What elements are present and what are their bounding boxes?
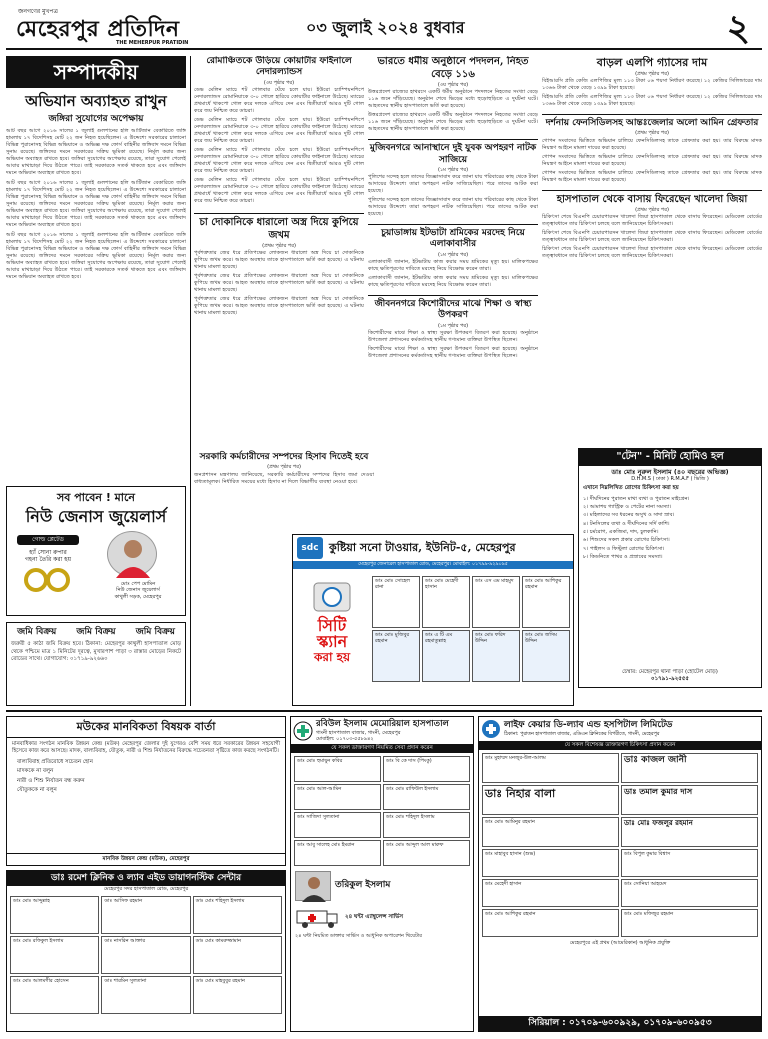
ramesh-clinic-ad: ডাঃ রমেশ ক্লিনিক ও ল্যাব এইড ডায়াগনস্টিক সেন্টার মেহেরপুর সদর হাসপাতাল রোড, মেহেরপুর ডাঃ মোঃ আব্দুল্লাহ ডাঃ আসিফ রহমান ডাঃ মোঃ শহিদুল ইসলাম ডাঃ মোঃ রফিকুল ইসলাম ডাঃ নাসরিন আক্তার ডাঃ মোঃ কামরুজ্জামান ডাঃ মোঃ আলমগীর হোসেন ডাঃ শারমিন সুলতানা ডাঃ মোঃ মাহবুবুর রহমান	[6, 870, 286, 1032]
editorial-subhead: জঙ্গিরা সুযোগের অপেক্ষায়	[48, 114, 144, 124]
editorial-banner: সম্পাদকীয়	[6, 56, 186, 88]
scanner-icon	[312, 575, 352, 615]
editorial-headline: অভিযান অব্যাহত রাখুন	[25, 92, 167, 110]
news-headline: বাড়ল এলপি গ্যাসের দাম	[596, 56, 708, 69]
news-headline: রোমাঞ্চিতকে উড়িয়ে কোয়ার্টার ফাইনালে নেদারল্যান্ডস	[206, 56, 352, 78]
ring-icon	[18, 567, 78, 593]
news-headline: চুয়াডাঙ্গায় ইটভাটা শ্রমিকের মরদেহ নিয়ে এলাকাবাসীর	[368, 224, 538, 251]
news-column-3: বাড়ল এলপি গ্যাসের দাম (প্রথম পৃষ্ঠার পর) বিইআরসি প্রতি কেজি এলপিজির মূল্য ১১৩ টাকা ০৬ পয়সা নির্ধারণ করেছে। ১২ কেজির সিলিন্ডারের দাম ১৩৬৬ টাকা থেকে বেড়ে ১৩৯৯ টাকা হয়েছে। বিইআরসি প্রতি কেজি এলপিজির মূল্য ১১৩ টাকা ০৬ পয়সা নির্ধারণ করেছে। ১২ কেজির সিলিন্ডারের দাম ১৩৬৬ টাকা থেকে বেড়ে ১৩৯৯ টাকা হয়েছে। দর্শনায় ফেনসিডিলসহ আন্তঃজেলার অলো আমিন গ্রেফতার (প্রথম পৃষ্ঠার পর) গোপন সংবাদের ভিত্তিতে অভিযান চালিয়ে ফেনসিডিলসহ তাকে গ্রেফতার করা হয়। তার বিরুদ্ধে মাদক নিয়ন্ত্রণ আইনে মামলা দায়ের করা হয়েছে। গোপন সংবাদের ভিত্তিতে অভিযান চালিয়ে ফেনসিডিলসহ তাকে গ্রেফতার করা হয়। তার বিরুদ্ধে মাদক নিয়ন্ত্রণ আইনে মামলা দায়ের করা হয়েছে। গোপন সংবাদের ভিত্তিতে অভিযান চালিয়ে ফেনসিডিলসহ তাকে গ্রেফতার করা হয়। তার বিরুদ্ধে মাদক নিয়ন্ত্রণ আইনে মামলা দায়ের করা হয়েছে। হাসপাতাল থেকে বাসায় ফিরেছেন খালেদা জিয়া (প্রথম পৃষ্ঠার পর) চিকিৎসা শেষে বিএনপি চেয়ারপারসন খালেদা জিয়া হাসপাতাল থেকে বাসায় ফিরেছেন। মেডিকেল বোর্ডের তত্ত্বাবধানে তার চিকিৎসা চলছে বলে জানিয়েছেন চিকিৎসকরা। চিকিৎসা শেষে বিএনপি চেয়ারপারসন খালেদা জিয়া হাসপাতাল থেকে বাসায় ফিরেছেন। মেডিকেল বোর্ডের তত্ত্বাবধানে তার চিকিৎসা চলছে বলে জানিয়েছেন চিকিৎসকরা। চিকিৎসা শেষে বিএনপি চেয়ারপারসন খালেদা জিয়া হাসপাতাল থেকে বাসায় ফিরেছেন। মেডিকেল বোর্ডের তত্ত্বাবধানে তার চিকিৎসা চলছে বলে জানিয়েছেন চিকিৎসকরা।	[542, 56, 762, 260]
ramesh-title: ডাঃ রমেশ ক্লিনিক ও ল্যাব এইড ডায়াগনস্টিক সেন্টার	[7, 871, 285, 886]
robiul-doctors: ডাঃ মোঃ হুমায়ুন কবির ডাঃ বি কে দাস (পিংকু) ডাঃ মোঃ আল-আমিন ডাঃ মোঃ রাফিউল ইসলাম ডাঃ সাজিদা সুলতানা ডাঃ মোঃ শহিদুল ইসলাম ডাঃ আবু সালেহ মোঃ ইমরান ডাঃ মোঃ আব্দুল আল মারুফ	[291, 753, 473, 869]
editorial-body: আট বছর আগে ২০১৬ সালের ১ জুলাই গুলশানের হলি আর্টিজান বেকারিতে জঙ্গি হামলায় ১৭ বিদেশিসহ মোট ২২ জন নিহত হয়েছিলেন। এ উদ্দেশ্যে সরকারের চালানো বিভিন্ন পুরানোসহ বিভিন্ন অভিযানে ও অভিজ্ঞ দক্ষ ফোর্স বাহিনীর জঙ্গিবাদ দমনে বিভিন্ন সুনাম রয়েছে। জঙ্গিদের দমনে সরকারের সক্রিয় ভূমিকা রয়েছে। নির্মূল করার জন্য অভিযান অব্যাহত রাখতে হবে। জঙ্গিরা সুযোগের অপেক্ষায় রয়েছে, তারা সুযোগ পেলেই আবার মাথাচাড়া দিয়ে উঠতে পারে। তাই সরকারকে সতর্ক থাকতে হবে এবং জঙ্গিবাদ দমনে অভিযান অব্যাহত রাখতে হবে। আট বছর আগে ২০১৬ সালের ১ জুলাই গুলশানের হলি আর্টিজান বেকারিতে জঙ্গি হামলায় ১৭ বিদেশিসহ মোট ২২ জন নিহত হয়েছিলেন। এ উদ্দেশ্যে সরকারের চালানো বিভিন্ন পুরানোসহ বিভিন্ন অভিযানে ও অভিজ্ঞ দক্ষ ফোর্স বাহিনীর জঙ্গিবাদ দমনে বিভিন্ন সুনাম রয়েছে। জঙ্গিদের দমনে সরকারের সক্রিয় ভূমিকা রয়েছে। নির্মূল করার জন্য অভিযান অব্যাহত রাখতে হবে। জঙ্গিরা সুযোগের অপেক্ষায় রয়েছে, তারা সুযোগ পেলেই আবার মাথাচাড়া দিয়ে উঠতে পারে। তাই সরকারকে সতর্ক থাকতে হবে এবং জঙ্গিবাদ দমনে অভিযান অব্যাহত রাখতে হবে। আট বছর আগে ২০১৬ সালের ১ জুলাই গুলশানের হলি আর্টিজান বেকারিতে জঙ্গি হামলায় ১৭ বিদেশিসহ মোট ২২ জন নিহত হয়েছিলেন। এ উদ্দেশ্যে সরকারের চালানো বিভিন্ন পুরানোসহ বিভিন্ন অভিযানে ও অভিজ্ঞ দক্ষ ফোর্স বাহিনীর জঙ্গিবাদ দমনে বিভিন্ন সুনাম রয়েছে। জঙ্গিদের দমনে সরকারের সক্রিয় ভূমিকা রয়েছে। নির্মূল করার জন্য অভিযান অব্যাহত রাখতে হবে। জঙ্গিরা সুযোগের অপেক্ষায় রয়েছে, তারা সুযোগ পেলেই আবার মাথাচাড়া দিয়ে উঠতে পারে। তাই সরকারকে সতর্ক থাকতে হবে এবং জঙ্গিবাদ দমনে অভিযান অব্যাহত রাখতে হবে।	[6, 128, 186, 281]
sdc-doctors: ডাঃ মোঃ সোহেল রানা ডাঃ মোঃ মেহেদী হাসান ডাঃ এস এম মাহমুদ ডাঃ মোঃ আশিকুর রহমান ডাঃ মোঃ মুজিবুর রহমান ডাঃ এ টি এম রহমাতুল্লাহ ডাঃ মোঃ ফরিদ উদ্দিন ডাঃ মোঃ জসিম উদ্দিন	[371, 575, 571, 683]
homeo-ad: "টেন" - মিনিট হোমিও হল ডাঃ মোঃ নুরুল ইসলাম (৪০ বছরের অভিজ্ঞ) D.H.M.S ( ঢাকা ) R.M.A.F ( ভিজি ) এখানে নিম্নলিখিত রোগের চিকিৎসা করা হয় ১। দীর্ঘদিনের পুরাতন মাথা ব্যথা ও পুরাতন মাইগ্রেন। ২। আমাশয় গ্যাস্ট্রিক ও পেটের নানা সমস্যা। ৩। মহিলাদের সব ধরনের অসুখ ও সাদা স্রাব। ৪। টনসিলের ব্যথা ও দীর্ঘদিনের সর্দি কাশি। ৫। চর্মরোগ, একজিমা, দাদ, চুলকানি। ৬। শিশুদের সকল প্রকার রোগের চিকিৎসা। ৭। পাইলস ও ফিস্টুলা রোগের চিকিৎসা। ৮। কিডনিতে পাথর ও প্রস্রাবের সমস্যা। চেম্বার: মেহেরপুর থানা পাড়া (হোটেল মোড়) ০১৭৯১-৯২৫৫৫	[578, 448, 762, 688]
jewelers-tagline: সব পাবেন ! মানে	[57, 491, 135, 504]
robiul-hospital-ad: রবিউল ইসলাম মেমোরিয়াল হাসপাতাল গাংনী হাসপাতাল বাজার, গাংনী, মেহেরপুর মোবাইল: ০১৭০৩-৫৫৮৯৪২ যে সকল ডাক্তারগণ নিয়মিত সেবা প্রদান করেন ডাঃ মোঃ হুমায়ুন কবির ডাঃ বি কে দাস (পিংকু) ডাঃ মোঃ আল-আমিন ডাঃ মোঃ রাফিউল ইসলাম ডাঃ সাজিদা সুলতানা ডাঃ মোঃ শহিদুল ইসলাম ডাঃ আবু সালেহ মোঃ ইমরান ডাঃ মোঃ আব্দুল আল মারুফ তরিকুল ইসলাম ২৪ ঘন্টা এ্যাম্বুলেন্স সার্ভিস ২৪ ঘন্টা নিয়মিত ডাক্তার সার্ভিস ও আধুনিক অপারেশন থিয়েটার	[290, 716, 474, 1032]
ramesh-doctors: ডাঃ মোঃ আব্দুল্লাহ ডাঃ আসিফ রহমান ডাঃ মোঃ শহিদুল ইসলাম ডাঃ মোঃ রফিকুল ইসলাম ডাঃ নাসরিন আক্তার ডাঃ মোঃ কামরুজ্জামান ডাঃ মোঃ আলমগীর হোসেন ডাঃ শারমিন সুলতানা ডাঃ মোঃ মাহবুবুর রহমান	[7, 893, 285, 1017]
news-headline: চা দোকানিকে ধারালো অস্ত্র দিয়ে কুপিয়ে জখম	[194, 213, 364, 242]
news-column-2: ভারতে ধর্মীয় অনুষ্ঠানে পদদলন, নিহত বেড়ে ১১৬ (৩য় পৃষ্ঠার পর) উত্তরপ্রদেশ রাজ্যের হাথরসে একটি ধর্মীয় অনুষ্ঠানে পদদলনে নিহতের সংখ্যা বেড়ে ১১৬ জনে দাঁড়িয়েছে। অনুষ্ঠান শেষে ভিড়ের মধ্যে হুড়োহুড়িতে এ দুর্ঘটনা ঘটে। আহতদের স্থানীয় হাসপাতালে ভর্তি করা হয়েছে। উত্তরপ্রদেশ রাজ্যের হাথরসে একটি ধর্মীয় অনুষ্ঠানে পদদলনে নিহতের সংখ্যা বেড়ে ১১৬ জনে দাঁড়িয়েছে। অনুষ্ঠান শেষে ভিড়ের মধ্যে হুড়োহুড়িতে এ দুর্ঘটনা ঘটে। আহতদের স্থানীয় হাসপাতালে ভর্তি করা হয়েছে। মুজিবনগরে আনাস্থানে দুই যুবক অপহরণ নাটক সাজিয়ে (১ম পৃষ্ঠার পর) পুলিশের সন্দেহ হলে তাদের জিজ্ঞাসাবাদ করে জানা যায় পরিবারের কাছ থেকে টাকা আদায়ের উদ্দেশ্যে তারা অপহরণ নাটক সাজিয়েছিল। পরে তাদের আটক করা হয়েছে। পুলিশের সন্দেহ হলে তাদের জিজ্ঞাসাবাদ করে জানা যায় পরিবারের কাছ থেকে টাকা আদায়ের উদ্দেশ্যে তারা অপহরণ নাটক সাজিয়েছিল। পরে তাদের আটক করা হয়েছে। চুয়াডাঙ্গায় ইটভাটা শ্রমিকের মরদেহ নিয়ে এলাকাবাসীর (১ম পৃষ্ঠার পর) এলাকাবাসী জানান, ইটভাটায় কাজ করার সময় শ্রমিকের মৃত্যু হয়। মালিকপক্ষের কাছে ক্ষতিপূরণের দাবিতে মরদেহ নিয়ে বিক্ষোভ করেন তারা। এলাকাবাসী জানান, ইটভাটায় কাজ করার সময় শ্রমিকের মৃত্যু হয়। মালিকপক্ষের কাছে ক্ষতিপূরণের দাবিতে মরদেহ নিয়ে বিক্ষোভ করেন তারা। জীবননগরে কিশোরীদের মাঝে শিক্ষা ও স্বাস্থ্য উপকরণ (১ম পৃষ্ঠার পর) কিশোরীদের মাঝে শিক্ষা ও স্বাস্থ্য সুরক্ষা উপকরণ বিতরণ করা হয়েছে। অনুষ্ঠানে উপজেলা প্রশাসনের কর্মকর্তাসহ স্থানীয় গণ্যমান্য ব্যক্তিরা উপস্থিত ছিলেন। কিশোরীদের মাঝে শিক্ষা ও স্বাস্থ্য সুরক্ষা উপকরণ বিতরণ করা হয়েছে। অনুষ্ঠানে উপজেলা প্রশাসনের কর্মকর্তাসহ স্থানীয় গণ্যমান্য ব্যক্তিরা উপস্থিত ছিলেন।	[368, 56, 538, 359]
news-headline: দর্শনায় ফেনসিডিলসহ আন্তঃজেলার অলো আমিন গ্রেফতার	[542, 114, 762, 129]
jewelers-name: নিউ জেনাস জুয়েলার্স	[25, 506, 167, 526]
hospital-logo-icon	[293, 721, 313, 741]
homeo-list: ১। দীর্ঘদিনের পুরাতন মাথা ব্যথা ও পুরাতন মাইগ্রেন। ২। আমাশয় গ্যাস্ট্রিক ও পেটের নানা সমস্যা। ৩। মহিলাদের সব ধরনের অসুখ ও সাদা স্রাব। ৪। টনসিলের ব্যথা ও দীর্ঘদিনের সর্দি কাশি। ৫। চর্মরোগ, একজিমা, দাদ, চুলকানি। ৬। শিশুদের সকল প্রকার রোগের চিকিৎসা। ৭। পাইলস ও ফিস্টুলা রোগের চিকিৎসা। ৮। কিডনিতে পাথর ও প্রস্রাবের সমস্যা।	[583, 495, 690, 560]
land-sale-ad: জমি বিক্রয় জমি বিক্রয় জমি বিক্রয় জরুরী ৫ কাঠা জমি বিক্রয় হবে। ঠিকানা: মেহেরপুর কাথুলী হাসপাতাল মোড় থেকে পশ্চিমে মাত্র ১ মিনিটের দূরত্বে, মুখারপাশ পাড়া ৩ রাস্তার মোড়ের নিকটে রোডের সাথে। যোগাযোগ: ০১৭১৯-৯২৬৬০	[6, 622, 186, 706]
news-headline: মুজিবনগরে আনাস্থানে দুই যুবক অপহরণ নাটক সাজিয়ে	[368, 139, 538, 166]
news-headline: ভারতে ধর্মীয় অনুষ্ঠানে পদদলন, নিহত বেড়ে ১১৬	[377, 56, 529, 80]
human-rights-ad: মউকের মানবিকতা বিষয়ক বার্তা মানবাধিকার সংগঠন মানবিক উন্নয়ন কেন্দ্র (মউক) মেহেরপুর জেলার দুই যুগেরও বেশি সময় ধরে সরকারের উন্নয়ন সহযোগী হিসেবে কাজ করে আসছে। মাদক, বাল্যবিবাহ, যৌতুক, নারী ও শিশু নির্যাতনের বিরুদ্ধে সচেতনতা সৃষ্টিতে কাজ করছে সংগঠনটি। বাল্যবিবাহ প্রতিরোধে সচেতন হোন মাদককে না বলুন নারী ও শিশু নির্যাতন বন্ধ করুন যৌতুককে না বলুন মানবিক উন্নয়ন কেন্দ্র (মউক), মেহেরপুর	[6, 716, 286, 866]
lifecare-serial: সিরিয়াল : ০১৭০৯-৬০০৯২৯, ০১৭০৯-৬০০৯৫৩	[479, 1016, 761, 1031]
lifecare-logo-icon	[481, 719, 501, 739]
news-column-1: রোমাঞ্চিতকে উড়িয়ে কোয়ার্টার ফাইনালে নেদারল্যান্ডস (৩য় পৃষ্ঠার পর) ডেভ মেলিন ম্যাচে শট গোলবার ঘেঁষে চলে যায়। ইউরো চ্যাম্পিয়নশিপে নেদারল্যান্ডস রোমানিয়াকে ৩-০ গোলে হারিয়ে কোয়ার্টার ফাইনালে উঠেছে। ম্যাচের প্রথমার্ধে খাকপো গোল করে দলকে এগিয়ে দেন এবং দ্বিতীয়ার্ধে আরও দুটি গোল করে জয় নিশ্চিত করে ডাচরা। ডেভ মেলিন ম্যাচে শট গোলবার ঘেঁষে চলে যায়। ইউরো চ্যাম্পিয়নশিপে নেদারল্যান্ডস রোমানিয়াকে ৩-০ গোলে হারিয়ে কোয়ার্টার ফাইনালে উঠেছে। ম্যাচের প্রথমার্ধে খাকপো গোল করে দলকে এগিয়ে দেন এবং দ্বিতীয়ার্ধে আরও দুটি গোল করে জয় নিশ্চিত করে ডাচরা। ডেভ মেলিন ম্যাচে শট গোলবার ঘেঁষে চলে যায়। ইউরো চ্যাম্পিয়নশিপে নেদারল্যান্ডস রোমানিয়াকে ৩-০ গোলে হারিয়ে কোয়ার্টার ফাইনালে উঠেছে। ম্যাচের প্রথমার্ধে খাকপো গোল করে দলকে এগিয়ে দেন এবং দ্বিতীয়ার্ধে আরও দুটি গোল করে জয় নিশ্চিত করে ডাচরা। ডেভ মেলিন ম্যাচে শট গোলবার ঘেঁষে চলে যায়। ইউরো চ্যাম্পিয়নশিপে নেদারল্যান্ডস রোমানিয়াকে ৩-০ গোলে হারিয়ে কোয়ার্টার ফাইনালে উঠেছে। ম্যাচের প্রথমার্ধে খাকপো গোল করে দলকে এগিয়ে দেন এবং দ্বিতীয়ার্ধে আরও দুটি গোল করে জয় নিশ্চিত করে ডাচরা। চা দোকানিকে ধারালো অস্ত্র দিয়ে কুপিয়ে জখম (প্রথম পৃষ্ঠার পর) পূর্বশত্রুতার জের ধরে প্রতিপক্ষের লোকজন ধারালো অস্ত্র দিয়ে চা দোকানিকে কুপিয়ে জখম করে। আহত অবস্থায় তাকে হাসপাতালে ভর্তি করা হয়েছে। এ ঘটনায় থানায় মামলা হয়েছে। পূর্বশত্রুতার জের ধরে প্রতিপক্ষের লোকজন ধারালো অস্ত্র দিয়ে চা দোকানিকে কুপিয়ে জখম করে। আহত অবস্থায় তাকে হাসপাতালে ভর্তি করা হয়েছে। এ ঘটনায় থানায় মামলা হয়েছে। পূর্বশত্রুতার জের ধরে প্রতিপক্ষের লোকজন ধারালো অস্ত্র দিয়ে চা দোকানিকে কুপিয়ে জখম করে। আহত অবস্থায় তাকে হাসপাতালে ভর্তি করা হয়েছে। এ ঘটনায় থানায় মামলা হয়েছে।	[194, 56, 364, 317]
news-headline: জীবননগরে কিশোরীদের মাঝে শিক্ষা ও স্বাস্থ্য উপকরণ	[368, 295, 538, 322]
ambulance-icon	[295, 905, 341, 929]
page-number: ২	[726, 7, 750, 49]
lifecare-hospital-ad: লাইফ কেয়ার ডি-ল্যাব এন্ড হসপিটাল লিমিটেড ঠিকানা: পুরাতন হাসপাতাল বাজার, এডিএন ক্লিনিকের বিপরীতে, গাংনী, মেহেরপুর যে সকল বিশেষজ্ঞ ডাক্তারগণ চিকিৎসা প্রদান করেন ডাঃ মুহাম্মদ মনজুর-উল-আলম ডাঃ কাজল জানী ডাঃ নিহার বালা ডাঃ তমাল কুমার দাস ডাঃ মোঃ আমিনুর রহমান ডাঃ মোঃ ফজলুর রহমান ডাঃ মাহাবুব হাসান (শুভ) ডাঃ বিপুল কুমার বিশ্বাস ডাঃ মেহেদী হাসান ডাঃ সোনিয়া আহমেদ ডাঃ মোঃ আশিকুর রহমান ডাঃ মোঃ মফিজুর রহমান মেহেরপুরে এই প্রথম (আমেরিকান) আধুনিক প্রযুক্তি সিরিয়াল : ০১৭০৯-৬০০৯২৯, ০১৭০৯-৬০০৯৫৩	[478, 716, 762, 1032]
news-column-4: সরকারি কর্মচারীদের সম্পদের হিসাব দিতেই হবে (প্রথম পৃষ্ঠার পর) জনপ্রশাসন মন্ত্রণালয় জানিয়েছে, সরকারি কর্মচারীদের সম্পদের হিসাব জমা দেওয়া বাধ্যতামূলক। নির্ধারিত সময়ের মধ্যে হিসাব না দিলে বিভাগীয় ব্যবস্থা নেওয়া হবে।	[194, 452, 374, 485]
sdc-ad: sdc কুষ্টিয়া সনো টাওয়ার, ইউনিট-৫, মেহেরপুর মেহেরপুর জেনারেল হাসপাতাল রোড, মেহেরপুর। মোবাইল: ০১৭৯৯-৯২৯০৯৫ সিটি স্ক্যান করা হয় ডাঃ মোঃ সোহেল রানা ডাঃ মোঃ মেহেদী হাসান ডাঃ এস এম মাহমুদ ডাঃ মোঃ আশিকুর রহমান ডাঃ মোঃ মুজিবুর রহমান ডাঃ এ টি এম রহমাতুল্লাহ ডাঃ মোঃ ফরিদ উদ্দিন ডাঃ মোঃ জসিম উদ্দিন	[292, 534, 574, 706]
masthead-tag: জনগণের মুখপত্র	[18, 8, 58, 15]
newspaper-title: মেহেরপুর প্রতিদিন	[16, 16, 180, 42]
robiul-title: রবিউল ইসলাম মেমোরিয়াল হাসপাতাল	[316, 719, 449, 729]
jewelers-owner: মোঃ পেপ মোমিন	[120, 581, 156, 587]
news-headline: সরকারি কর্মচারীদের সম্পদের হিসাব দিতেই হবে	[199, 452, 369, 462]
issue-date: ০৩ জুলাই ২০২৪ বুধবার	[306, 18, 465, 37]
sdc-title: কুষ্টিয়া সনো টাওয়ার, ইউনিট-৫, মেহেরপুর	[329, 541, 516, 555]
lifecare-doctors: ডাঃ মুহাম্মদ মনজুর-উল-আলম ডাঃ কাজল জানী ডাঃ নিহার বালা ডাঃ তমাল কুমার দাস ডাঃ মোঃ আমিনুর রহমান ডাঃ মোঃ ফজলুর রহমান ডাঃ মাহাবুব হাসান (শুভ) ডাঃ বিপুল কুমার বিশ্বাস ডাঃ মেহেদী হাসান ডাঃ সোনিয়া আহমেদ ডাঃ মোঃ আশিকুর রহমান ডাঃ মোঃ মফিজুর রহমান	[479, 750, 761, 940]
human-rights-title: মউকের মানবিকতা বিষয়ক বার্তা	[7, 717, 285, 738]
sdc-logo: sdc	[297, 537, 323, 559]
doctor-photo	[295, 871, 331, 901]
masthead	[6, 6, 762, 50]
newspaper-subtitle: THE MEHERPUR PRATIDIN	[116, 40, 189, 46]
lifecare-title: লাইফ কেয়ার ডি-ল্যাব এন্ড হসপিটাল লিমিটেড	[504, 720, 673, 731]
owner-photo	[107, 531, 157, 577]
homeo-title: "টেন" - মিনিট হোমিও হল	[579, 449, 761, 466]
news-headline: হাসপাতাল থেকে বাসায় ফিরেছেন খালেদা জিয়া	[542, 190, 762, 207]
jewelers-ad: সব পাবেন ! মানে নিউ জেনাস জুয়েলার্স গোল্ড প্লেটেড হ্যাঁ সোনা রুপার গহনা তৈরি করা হয় মোঃ পেপ মোমিন নিউ জেনাস জুয়েলার্স কাথুলী সড়ক, মেহেরপুর	[6, 486, 186, 616]
